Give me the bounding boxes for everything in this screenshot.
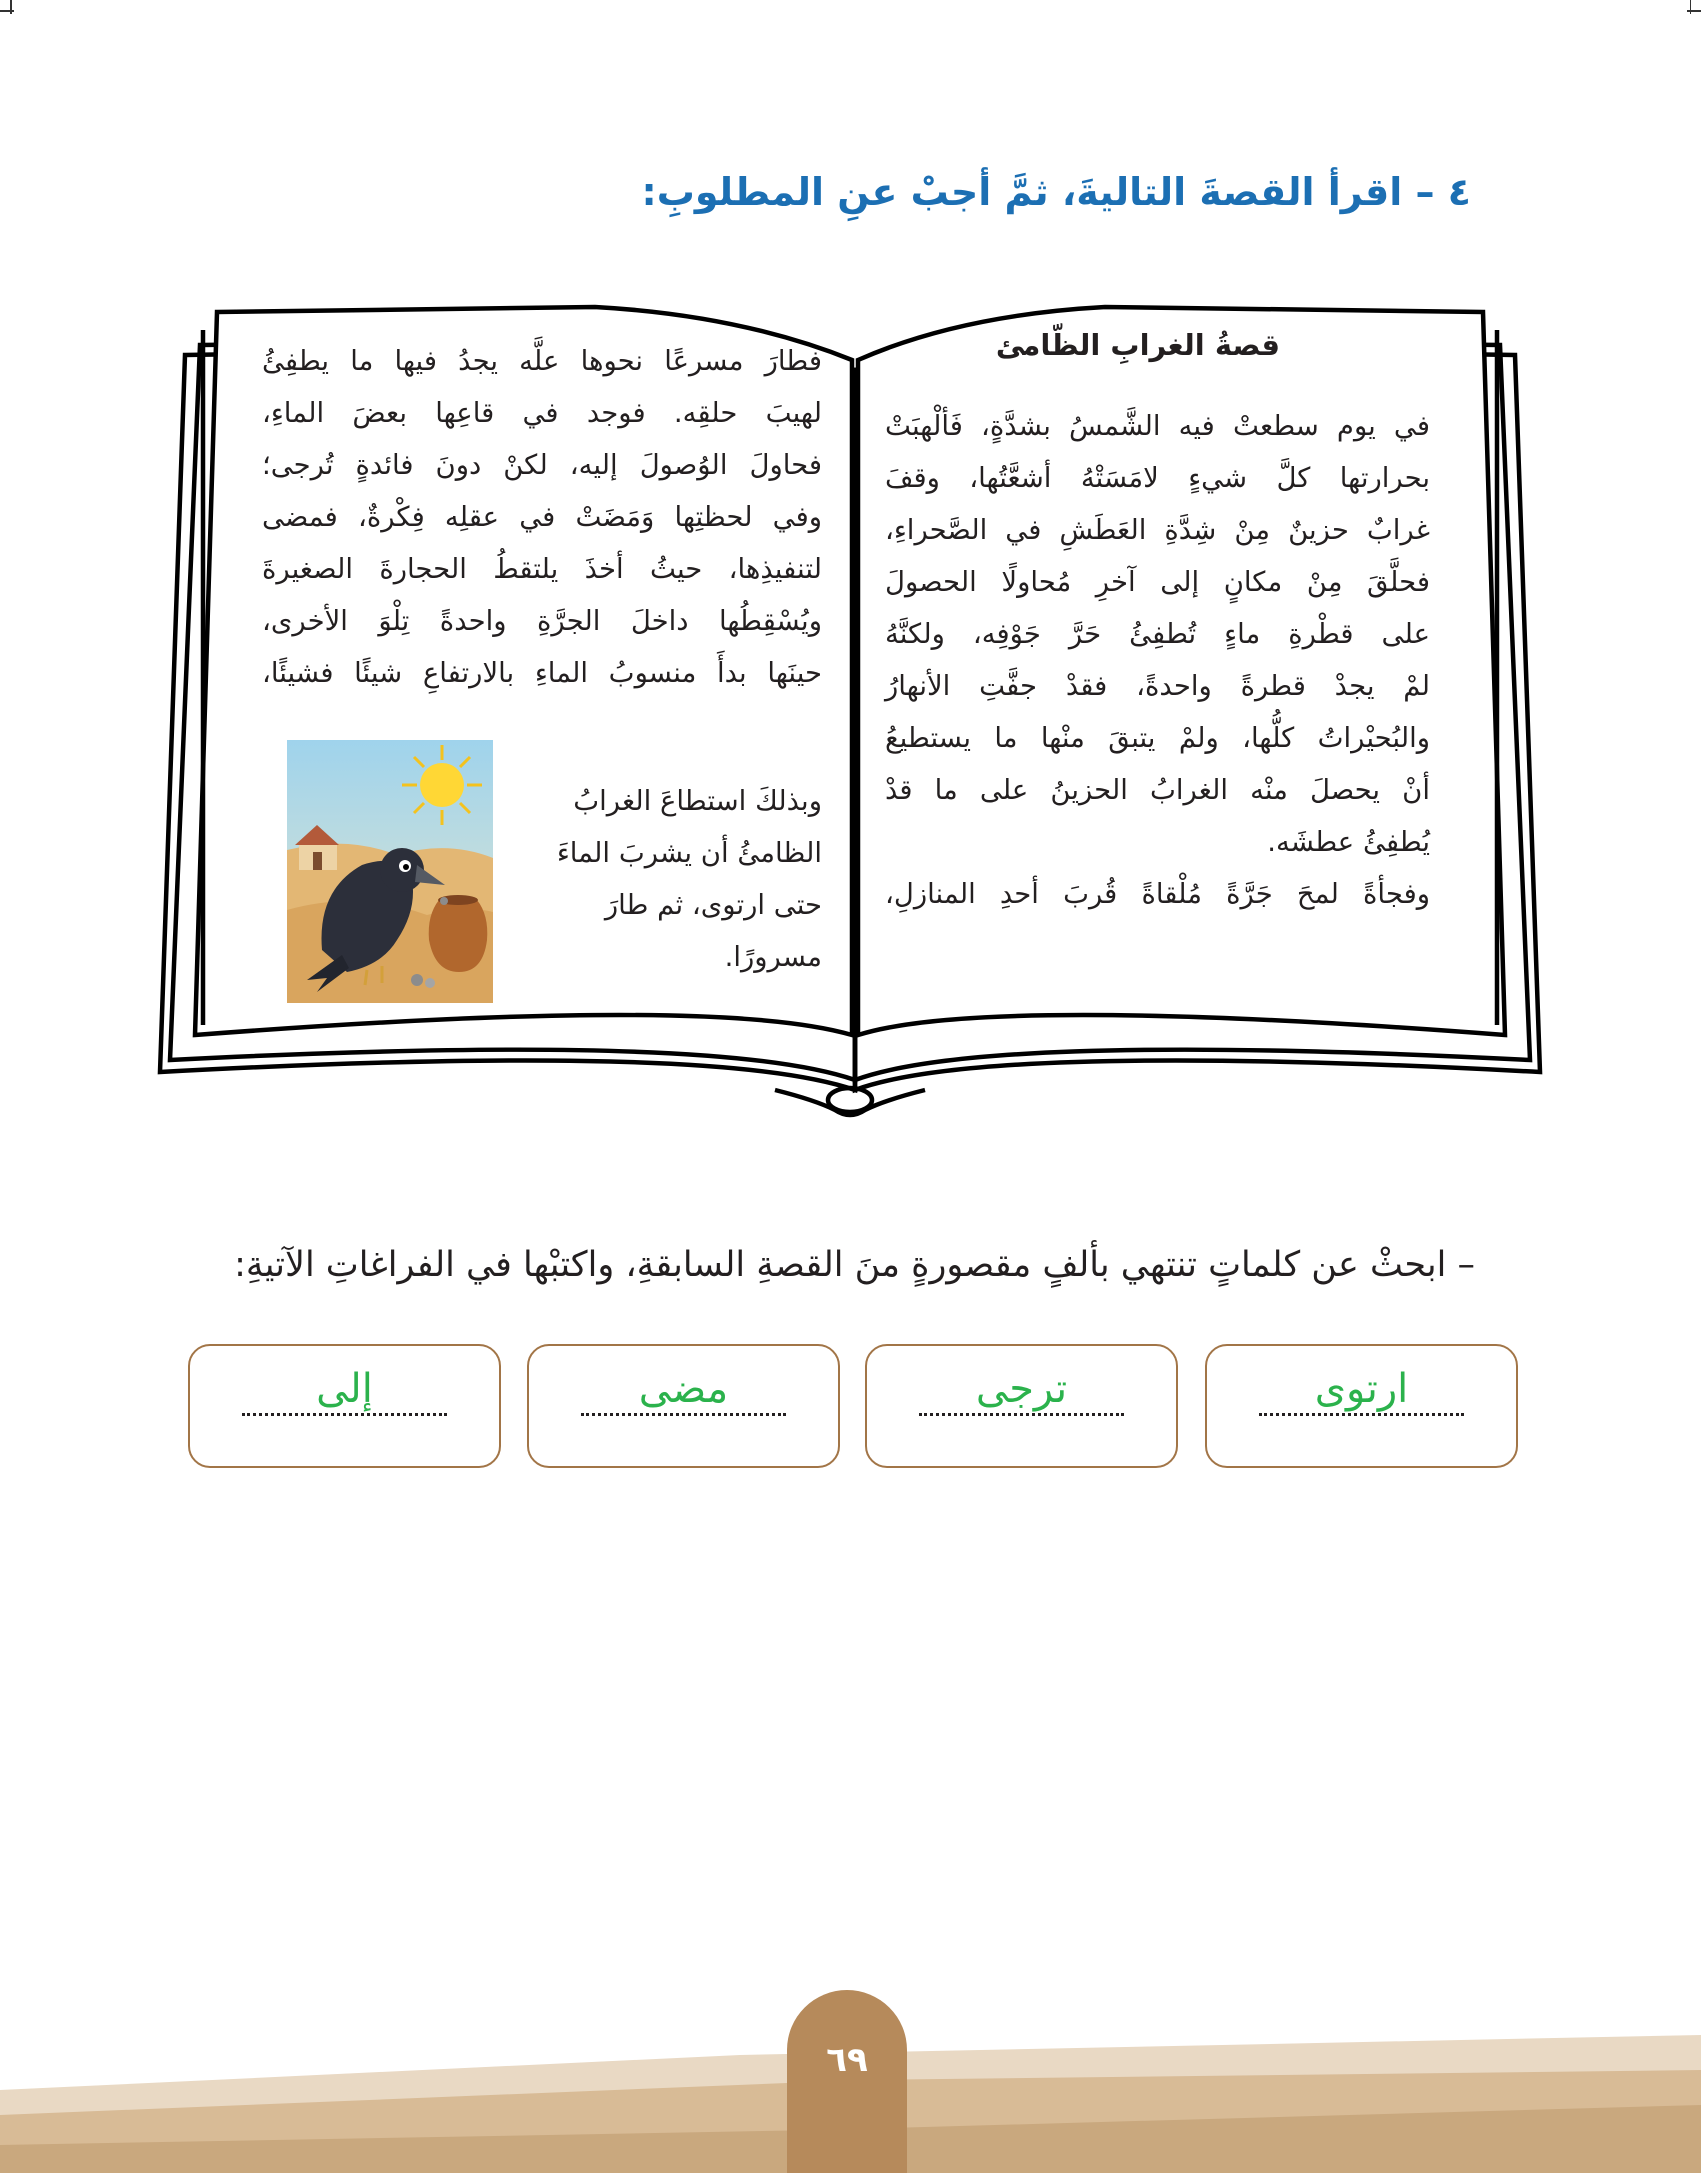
exercise-heading: ٤ – اقرأ القصةَ التاليةَ، ثمَّ أجبْ عنِ المطلوبِ:: [641, 170, 1471, 214]
story-line: فحلَّقَ مِنْ مكانٍ إلى آخرِ مُحاولًا الحصولَ: [885, 566, 1430, 598]
story-left-page-end: [527, 775, 822, 983]
dotted-line: [581, 1413, 786, 1416]
story-line: ويُسْقِطُها داخلَ الجرَّةِ واحدةً تِلْوَ الأخرى،: [262, 605, 822, 637]
story-left-page: [262, 335, 822, 699]
story-line: في يوم سطعتْ فيه الشَّمسُ بشدَّةٍ، فَألْهبَتْ: [885, 410, 1430, 442]
story-line: والبُحيْراتُ كلُّها، ولمْ يتبقَ منْها ما يستطيعُ: [885, 722, 1430, 754]
story-line: لهيبَ حلقِه. فوجد في قاعِها بعضَ الماءِ،: [262, 397, 822, 429]
page-number: ٦٩: [826, 2040, 868, 2080]
answer-box-1[interactable]: [1205, 1344, 1518, 1468]
crop-mark: [0, 10, 14, 12]
story-line: حتى ارتوى، ثم طارَ: [604, 889, 822, 921]
story-line: مسرورًا.: [724, 941, 822, 973]
story-line: يُطفِئُ عطشَه.: [1267, 826, 1430, 858]
page-number-tab: [787, 1990, 907, 2173]
answer-word: ترجى: [975, 1366, 1068, 1412]
story-line: حينَها بدأَ منسوبُ الماءِ بالارتفاعِ شيئًا فشيئًا،: [262, 657, 822, 689]
instruction-text: – ابحثْ عن كلماتٍ تنتهي بألفٍ مقصورةٍ منَ القصةِ السابقةِ، واكتبْها في الفراغاتِ الآتيةِ:: [234, 1245, 1475, 1285]
dotted-line: [242, 1413, 447, 1416]
answer-box-3[interactable]: [527, 1344, 840, 1468]
answer-box-4[interactable]: [188, 1344, 501, 1468]
story-title: قصةُ الغرابِ الظّامئ: [995, 328, 1280, 362]
answer-word: ارتوى: [1314, 1366, 1409, 1412]
crow-illustration: [287, 740, 493, 1003]
story-line: وفي لحظتِها وَمَضَتْ في عقلِه فِكْرةٌ، فمضى: [262, 501, 822, 533]
story-line: الظامئُ أن يشربَ الماءَ: [556, 837, 822, 869]
answer-word: إلى: [316, 1366, 373, 1412]
story-line: فحاولَ الوُصولَ إليه، لكنْ دونَ فائدةٍ تُرجى؛: [262, 449, 822, 481]
dotted-line: [1259, 1413, 1464, 1416]
story-line: وبذلكَ استطاعَ الغرابُ: [573, 785, 822, 817]
story-line: وفجأةً لمحَ جَرَّةً مُلْقاةً قُربَ أحدِ المنازلِ،: [885, 878, 1430, 910]
answer-box-2[interactable]: [865, 1344, 1178, 1468]
story-line: فطارَ مسرعًا نحوها علَّه يجدُ فيها ما يطفِئُ: [262, 345, 822, 377]
story-right-page: [885, 400, 1430, 920]
story-line: لمْ يجدْ قطرةً واحدةً، فقدْ جفَّتِ الأنهارُ: [885, 670, 1430, 702]
story-line: بحرارتها كلَّ شيءٍ لامَسَتْهُ أشعَّتُها، وقفَ: [885, 462, 1430, 494]
answer-word: مضى: [638, 1366, 729, 1412]
crop-mark: [1690, 0, 1692, 14]
story-line: أنْ يحصلَ منْه الغرابُ الحزينُ على ما قدْ: [885, 774, 1430, 806]
story-line: على قطْرةِ ماءٍ تُطفِئُ حَرَّ جَوْفِه، ولكنَّهُ: [885, 618, 1430, 650]
story-line: غرابٌ حزينٌ مِنْ شِدَّةِ العَطَشِ في الصَّحراءِ،: [885, 514, 1430, 546]
crop-mark: [10, 0, 12, 14]
story-line: لتنفيذِها، حيثُ أخذَ يلتقطُ الحجارةَ الصغيرةَ: [262, 553, 822, 585]
dotted-line: [919, 1413, 1124, 1416]
